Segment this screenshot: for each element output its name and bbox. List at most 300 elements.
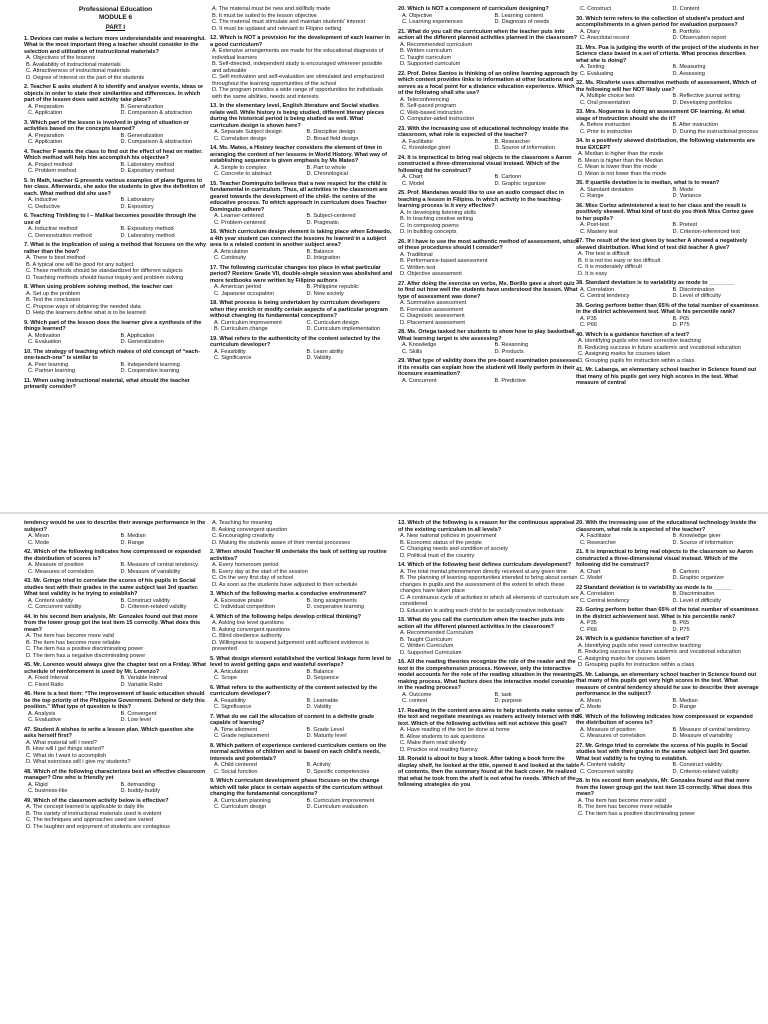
question-text: 40. Which is a guidance function of a test? [576,331,690,338]
question-text: 10. The strategy of teaching which makes of old concept of “each-one-teach-one” is similar to [24,348,200,361]
question-list [576,520,759,817]
answer-choice: A. Fixed Interval [28,675,69,681]
answer-choice: B. P65 [672,315,690,322]
answer-choice: D. buddy-buddy [120,788,160,794]
answer-choice: C. Correlation design [214,135,267,142]
question-block [24,178,207,211]
question-text: 23. Goring perform better than 65% of the total number of examinees in the district achievement test. What is his percentile rank? [576,607,759,620]
answer-options [576,122,759,135]
question-block [24,213,207,239]
question-text: 19. What refers to the authenticity of the content selected by the curriculum developer? [210,335,381,348]
answer-choice: B. Economic status of the people [400,539,482,546]
question-text: 14. Which of the following best defines curriculum development? [398,562,572,568]
question-block [576,636,759,669]
answer-choice: D. Maturity level [306,733,347,739]
answer-options [24,633,207,659]
answer-choice: B. Curriculum improvement [306,797,375,804]
answer-choice: C. Concrete to abstract [214,171,272,177]
answer-choice: B. Pretest [672,222,698,228]
answer-choice: B. Predictive [494,377,526,384]
answer-choice: B. Laboratory [120,197,155,203]
answer-choice: A. Asking low level questions [212,620,284,626]
answer-choice: B. Median [120,533,146,539]
answer-options [210,669,393,682]
answer-choice: D. Developing portfolios [672,99,732,106]
answer-choice: C. Continuity [214,255,247,261]
answer-options [576,620,759,633]
question-block [210,336,393,362]
question-block [576,109,759,135]
answer-choice: A. Chart [580,568,601,575]
answer-choice: C. Central tendency [580,293,630,299]
answer-options [210,129,393,142]
question-block [576,607,759,633]
answer-choice: A. Preparation [28,103,64,110]
question-block [210,35,393,100]
question-text: 47. Student A wishes to write a lesson plan. Which question she asks herself first? [24,726,194,739]
answer-options [398,630,581,656]
answer-choice: C. Curriculum design [214,804,267,810]
answer-options [398,252,581,278]
question-block [398,155,581,188]
answer-choice: C. Grade replacement [214,733,270,739]
answer-choice: B. Knowledge giver [672,533,721,539]
question-block [576,280,759,300]
question-block [576,672,759,711]
answer-choice: C. Oral presentation [580,99,631,106]
answer-choice: D. Help the learners define what is to be learned [26,310,146,316]
answer-choice: B. It must be suited to the lesson objective [212,12,317,19]
question-block [576,367,759,387]
answer-choice: B. Laboratory method [120,161,175,168]
answer-choice: C. Model [402,180,425,187]
answer-choice: B. Variable Interval [120,675,168,681]
answer-choice: B. Convergent [120,710,157,717]
question-text: 7. What is the implication of using a method that focuses on the why rather than the how? [24,242,207,255]
question-text: 37. The result of the test given by teacher A showed a negatively skewed distribution. What kind of test did teacher A give? [576,238,748,251]
answer-choice: D. Source of information [672,539,733,546]
question-text: 43. Mr. Gringo tried to correlate the scores of his pupils in Social studies test with their grades in the same subject last 3rd quarter. What test validity is he trying to establish? [24,578,199,597]
answer-options [398,569,581,615]
answer-choice: B. demanding [120,781,156,788]
question-block [210,6,393,32]
question-text: tendency would he use to describe their average performance in the subject? [24,520,206,533]
question-block [398,281,581,327]
question-block [210,778,393,811]
question-text: 9. Which part of the lesson does the learner give a synthesis of the things learned? [24,319,202,332]
question-text: 30. Which term refers to the collection of student's product and accomplishments in a given period for evaluation purposes? [576,15,745,28]
question-text: 3. Which part of the lesson is involved in giving of situation or activities based on the concepts learned? [24,119,190,132]
answer-choice: C. Self-motivation and self-evaluation are stimulated and emphasized throughout the learning opportunities of the school [212,74,384,87]
answer-choice: D. Low level [120,717,151,723]
answer-choice: C. Prior to instruction [580,128,633,135]
answer-choice: D. The laughter and enjoyment of students are contagious [26,823,170,830]
question-block [24,578,207,611]
question-text: 8. When using problem solving method, the teacher can [24,284,173,290]
answer-choice: C. Model [580,575,603,581]
question-text: 45. Mr. Lorenzo would always give the chapter test on a Friday. What schedule of reinforcement is used by Mr. Lorenzo? [24,662,207,675]
answer-choice: D. Pragmatic [306,219,339,226]
question-block [210,520,393,546]
answer-choice: B. Discipline design [306,129,356,135]
question-text: 28. In his second item analysis, Mr. Gonzales found out that more from the lower group got the test item 15 correctly. What does this mean? [576,778,753,797]
question-block [576,520,759,546]
answer-options [210,762,393,775]
answer-options [576,222,759,235]
answer-choice: B. It is not too easy or too difficult [578,257,661,264]
answer-choice: A. Content validity [28,597,74,604]
answer-choice: D. Products [494,348,524,355]
question-block [576,303,759,329]
answer-choice: D. Generalization [120,339,164,345]
answer-choice: A. Correlation [580,286,615,293]
question-text: 22. Prof. Delos Santos is thinking of an online learning approach by which content provides links to information at other locations and serves as a focal point for a distance education experience. Which of the following shall she use? [398,70,578,96]
answer-choice: C. Blind obedience authority [212,633,282,639]
question-text: 20. With the increasing use of the educational technology inside the classroom, what role is expected of the teacher? [576,520,757,533]
answer-choice: B. Median [672,697,698,704]
question-text: 6. Teaching Tinikling to I – Malikai becomes possible through the use of [24,213,197,226]
answer-choice: D. Grouping pupils for instruction within a class [578,662,695,668]
page2-column-2 [210,520,393,1020]
answer-choice: B. Application [120,332,155,339]
question-text: 42. Which of the following indicates how compressed or expanded the distribution of scores is? [24,549,201,562]
question-block [576,778,759,817]
answer-choice: D. Mean is not lower than the mode [578,170,667,177]
question-block [576,80,759,106]
answer-choice: D. Criterion-referenced test [672,228,740,235]
answer-options [210,520,393,546]
question-block [210,181,393,227]
answer-choice: C. Mastery test [580,228,618,235]
answer-choice: C. Learning experiences [402,19,463,25]
answer-choice: B. Measure of central tendency [120,562,198,568]
answer-options [210,249,393,262]
answer-choice: A. Have reading of the text be done at home [400,727,510,733]
question-text: 24. Which is a guidance function of a test? [576,636,690,642]
question-block [210,103,393,142]
answer-options [576,569,759,582]
question-block [576,585,759,605]
answer-choice: C. Anecdotal record [580,35,630,41]
answer-choice: D. Criterion-related validity [672,768,739,775]
answer-options [24,226,207,239]
answer-choice: D. Validity [306,355,332,361]
answer-choice: C. The item has a positive discriminating power [26,646,144,652]
answer-options [210,798,393,811]
answer-options [24,533,207,546]
answer-choice: D. Range [672,704,697,710]
question-text: 8. Which pattern of experience centered curriculum centers on the normal activities of children and is based on each child's needs, interests and potentials? [210,742,387,762]
answer-choice: B. A typical one will be good for any subject [26,261,134,268]
answer-options [576,93,759,106]
answer-choice: A. Teaching for meaning [212,520,273,526]
answer-choice: B. Discrimination [672,591,715,597]
question-block [398,329,581,355]
answer-choice: C. Fixed Ratio [28,681,64,688]
answer-choice: B. How will I get things started? [26,746,105,752]
document-page-2 [0,514,768,1024]
answer-choice: B. Asking convergent question [212,526,288,533]
answer-choice: C. Evaluating [580,70,614,77]
answer-choice: B. Taught Curriculum [400,636,453,643]
answer-choice: B. Reflective journal writing [672,93,740,99]
answer-choice: A. Measure of position [28,562,84,568]
answer-choice: C. Measures of correlation [28,568,94,575]
answer-choice: A. The material must be new and skillfully made [212,6,331,12]
answer-choice: C. On the very first day of school [212,575,294,581]
answer-choice: A. Recommended curriculum [400,41,473,48]
answer-choice: D. Willingness to suspend judgement until sufficient evidence is presented [212,639,369,652]
answer-options [576,591,759,604]
question-text: 41. Mr. Labanga, an elementary school teacher in Science found out that many of his pupils got very high scores in the test. What measure of central [576,367,757,386]
answer-choice: A. Feasibility [214,348,246,355]
answer-choice: A. Extensive arrangements are made for the educational diagnosis of individual learners [212,48,384,61]
answer-choice: A. Rigid [28,781,48,788]
answer-options [398,210,581,236]
question-text: 39. Goring perform better than 65% of the total number of examinees in the district achievement test. What is his percentile rank? [576,302,759,315]
answer-choice: C. Demonstration method [28,232,92,239]
page2-column-1 [24,520,207,1020]
question-block [576,714,759,740]
question-text: 9. Which curriculum development phase focuses on the change which will take place in certain aspects of the curriculum without changing the fundamental conceptions? [210,778,383,797]
question-text: 26. Which of the following indicates how compressed or expanded the distribution of scores is? [576,713,753,726]
answer-choice: B. Portfolio [672,28,700,35]
question-list [576,6,759,387]
question-text: 33. Mrs. Nogueras is doing an assessment OF learning. At what stage of instruction should she do it? [576,109,745,122]
answer-options [210,698,393,711]
answer-choice: A. Standard deviation [580,186,634,193]
question-block [24,378,207,391]
answer-choice: A. Articulation [214,668,249,675]
answer-choice: A. Objectives of the lessons [26,55,96,61]
answer-options [24,255,207,281]
answer-choice: B. Test the conclusion [26,297,81,303]
answer-options [210,165,393,178]
answer-choice: A. Articulation [214,248,249,255]
answer-options [24,804,207,830]
answer-choice: A. Identifying pupils who need corrective teaching [578,338,701,344]
answer-choice: D. Laboratory method [120,232,175,239]
answer-choice: D. Variable Ratio [120,681,163,688]
answer-choice: A. Correlation [580,591,615,597]
answer-choice: B. Written curriculum [400,48,452,54]
question-text: 16. All the reading theories recognize the role of the reader and the text in the comprehension process. However, only the interactive model accounts for the role of the reading situation in the meaning-making process. What factors does the interactive model consider in the reading process? [398,659,578,691]
answer-choice: A. Traditional [400,251,433,258]
question-block [576,45,759,78]
answer-choice: D. Curriculum implementation [306,326,381,332]
answer-choice: C. context [402,698,428,704]
question-block [24,149,207,175]
question-text: 17. Reading in the content area aims to help students make sense of the text and negotiate meanings as readers actively interact with the text. Which of the following activities will not achieve this goal? [398,707,580,727]
answer-choice: D. Chronological [306,171,348,177]
answer-choice: B. Subject-centered [306,213,356,219]
question-text: 21. It is impractical to bring real objects to the classroom so Aaron constructed a three-dimensional visual instead. Which of the following did he construct? [576,549,753,568]
question-block [576,332,759,365]
answer-choice: D. Supported curriculum [400,61,461,67]
answer-choice: A. Mean [580,697,601,704]
question-block [24,120,207,146]
answer-choice: A. Inductive method [28,226,78,232]
answer-choice: A. Diary [580,28,600,35]
question-text: 28. Ms. Ortega tasked her students to show how to play basketball. What learning target is she assessing? [398,329,577,342]
answer-choice: D. Sequence [306,675,339,681]
answer-choice: A. Median is higher than the mode [578,151,664,157]
answer-choice: B. Independent learning [120,361,180,368]
answer-choice: B. task [494,691,512,698]
question-block [24,614,207,660]
question-text: 20. Which is NOT a component of curriculum designing? [398,6,549,12]
answer-choice: A. The test is difficult [578,251,630,257]
answer-choice: C. Encouraging creativity [212,533,275,539]
answer-choice: D. Content [672,6,700,12]
answer-options [398,692,581,705]
answer-choice: A. Facilitator [402,138,434,145]
answer-choice: B. Activity [306,762,331,768]
page2-column-4 [576,520,759,1020]
answer-choice: D. Level of difficulty [672,293,721,299]
answer-choice: D. Integration [306,255,341,261]
answer-choice: A. Analysis [28,710,56,717]
answer-choice: A. Time allotment [214,726,258,733]
question-text: 16. Which curriculum design element is taking place when Edwardo, a 4th year student can connect the lessons he learned in a subject area to a related content in another subject area? [210,229,392,248]
answer-choice: B. Philippine republic [306,284,359,290]
answer-options [24,740,207,766]
answer-choice: C. Application [28,110,63,116]
answer-choice: D. During the instructional process [672,128,758,135]
answer-choice: B. The planning of learning opportunities intended to bring about certain changes in pupils and the assessment of the extent to which these changes have taken place [400,575,578,594]
answer-choice: C. Central tendency [580,597,630,604]
answer-choice: D. Comparison & abstraction [120,110,193,116]
answer-choice: C. Range [580,193,604,199]
question-block [576,743,759,776]
question-text: 5. In Math, teacher G presents various examples of plane figures to her class. Afterwards, she asks the students to give the definition of each. What method did she use? [24,177,206,197]
answer-choice: A. Preparation [28,132,64,139]
answer-choice: A. P35 [580,620,597,626]
answer-choice: B. Formative assessment [400,306,464,313]
answer-choice: D. Expository method [120,168,174,174]
question-block [210,265,393,298]
answer-choice: B. Researcher [494,138,531,145]
question-block [398,29,581,68]
question-block [398,617,581,656]
answer-choice: B. Every day at the start of the session [212,568,308,575]
question-text: 4. Which of the following helps develop critical thinking? [210,613,362,620]
question-text: 35. If quartile deviation is to median, what is to mean? [576,180,720,186]
answer-choice: A. Outcome [402,691,432,698]
answer-options [210,48,393,100]
answer-choice: C. Attractiveness of instructional materials [26,68,130,74]
answer-choice: C. Evaluation [28,339,62,345]
answer-choice: A. Teleconferencing [400,96,450,103]
answer-choice: D. In building concepts [400,229,457,235]
question-list [398,520,581,789]
question-text: 15. Teacher Dominguito believes that a new respect for the child is fundamental in curriculum. Thus, all activities in the classroom are geared towards the development of the child- the centre of the educative process. To which approach in curriculum does Teacher Dominguito adhere? [210,180,388,213]
answer-choice: B. Cartoon [494,174,522,180]
answer-options [576,29,759,42]
question-text: 14. Ms. Mateo, a History teacher considers the element of time in arranging the content of her lessons in World History. What way of establishing sequence is given emphasis by Ms Mateo? [210,145,387,164]
answer-choice: A. Knowledge [402,342,437,348]
answer-choice: B. long assignments [306,597,357,604]
answer-options [576,338,759,364]
answer-choice: B. After instruction [672,122,718,128]
answer-choice: D. It is easy [578,270,608,277]
answer-options [398,378,581,385]
answer-choice: C. Researcher [580,539,617,546]
answer-choice: A. Recommended Curriculum [400,630,474,636]
question-text: 49. Which of the classroom activity below is effective? [24,797,169,804]
answer-choice: B. Balance [306,248,334,255]
answer-choice: A. American period [214,284,262,290]
question-text: 4. Teacher F wants the class to find out the effect of heat on matter. Which method will help him accomplish his objective? [24,148,203,161]
question-block [398,756,581,789]
answer-choice: A. The total mental phenomenon directly received at any given time [400,568,567,575]
answer-options [210,562,393,588]
answer-choice: C. P66 [580,626,598,633]
question-block [24,691,207,724]
answer-options [576,643,759,669]
answer-choice: C. Significance [214,355,252,361]
answer-choice: C. Written Curriculum [400,643,454,649]
answer-options [210,598,393,611]
question-block [24,662,207,688]
answer-choice: A. Content validity [580,762,626,768]
question-text: 29. What type of validity does the pre-board examination possesses if its results can explain how the student will likely perform in their licensure examination? [398,358,579,377]
question-block [24,798,207,831]
answer-choice: C. Assigning marks for courses taken [578,351,671,357]
answer-choice: D. Degree of interest on the part of the students [26,74,145,81]
question-block [576,16,759,42]
answer-choice: D. Political trust of the country [400,552,475,559]
answer-choice: B. Generalization [120,103,164,110]
answer-choice: C. These methods should be standardized for different subjects [26,268,183,274]
question-text: 1. Devices can make a lecture more understandable and meaningful. What is the most important thing a teacher should consider in the selection and utilization of instructional materials? [24,35,206,55]
answer-choice: A. Chart [402,174,423,180]
answer-choice: B. Cartoon [672,568,700,575]
answer-choice: A. Curriculum improvement [214,319,282,326]
answer-choice: D. Variance [672,193,702,199]
question-text: 34. In a positively skewed distribution, the following statements are true EXCEPT [576,138,756,151]
question-text: 18. Ronald is about to buy a book. After taking a book form the display shelf, he looked at the title, opened it and looked at the table of contents, then the summary found at the back cover. He realized that what he took from the shelf is not what he needs. Which of the following strategies do you [398,756,580,788]
answer-choice: C. Mode [28,539,50,546]
question-text: 38. Standard deviation is to variability as mode to ________ [576,280,734,286]
page2-column-3 [398,520,581,1020]
part-heading: PART I [105,25,126,31]
answer-choice: B. The item has become more reliable [578,804,673,810]
answer-choice: C. What do I want to accomplish [26,752,107,759]
answer-choice: D. Computer-aided instruction [400,116,475,122]
question-block [210,614,393,653]
answer-choice: B. Curriculum change [214,326,268,332]
answer-options [24,333,207,346]
question-text: 3. Which of the following marks a conducive environment? [210,591,367,597]
answer-choice: B. The item has become more reliable [26,639,121,646]
question-block [398,659,581,705]
answer-choice: C. Application [28,139,63,145]
answer-options [398,300,581,326]
answer-choice: B. Learn ability [306,348,344,355]
answer-options [576,251,759,277]
answer-choice: D. Broad field design [306,135,359,142]
answer-choice: D. Criterion-related validity [120,604,187,610]
question-list [398,6,581,384]
answer-choice: A. The item has become more valid [26,633,114,639]
question-text: 2. When should Teacher M undertake the task of setting up routine activities? [210,549,387,562]
answer-options [398,13,581,26]
answer-options [398,727,581,753]
question-text: 25. Prof. Mandanas would like to use an audio compact disc in teaching a lesson in Filipino. In which activity in the teaching-learning process is it very effective? [398,190,564,209]
answer-choice: C. Problem-centered [214,219,266,226]
answer-choice: C. Scope [214,675,238,681]
